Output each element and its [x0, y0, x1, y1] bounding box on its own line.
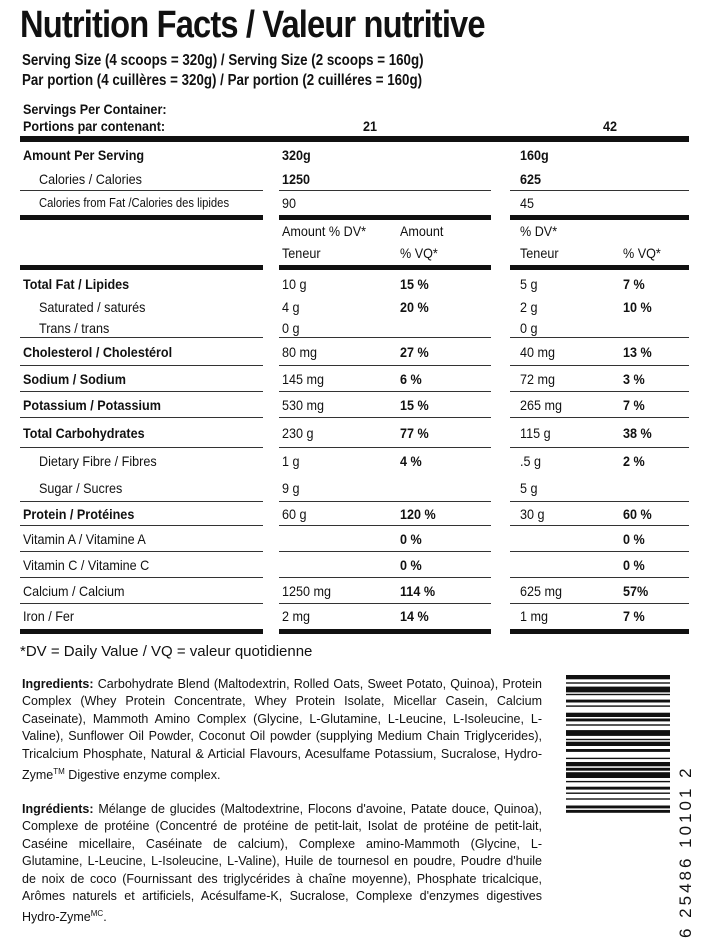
barcode-bar	[566, 682, 670, 683]
nutrient-amount-b: 1 mg	[520, 608, 549, 624]
nutrient-dv-a: 15 %	[400, 276, 429, 292]
barcode-bar	[566, 798, 670, 799]
nutrient-row	[20, 526, 689, 552]
nutrient-amount-a: 230 g	[282, 425, 314, 441]
nutrient-amount-b: 5 g	[520, 480, 538, 496]
dv-header-row-2	[20, 242, 689, 264]
nutrient-amount-b: 2 g	[520, 298, 538, 315]
amount-b: 160g	[520, 147, 549, 163]
serving-size-fr: Par portion (4 cuillères = 320g) / Par portion (2 cuilléres = 160g)	[22, 72, 423, 89]
nutrient-dv-a: 0 %	[400, 531, 422, 547]
ingredients-label-fr: Ingrédients:	[22, 802, 94, 816]
barcode-bar	[566, 768, 670, 771]
barcode-number	[676, 676, 704, 938]
barcode-bar	[566, 793, 670, 794]
ingredients-text-en: Carbohydrate Blend (Maltodextrin, Rolled Oats, Sweet Potato, Quinoa), Protein Complex (Whey Protein Concentrate, Whey Protein Isolate, Micellar Casein, Calcium Caseinate), Mammoth Amino Complex (Glycine, L-Glutamine, L-Leucine, L-Isoleucine, L-Valine), Sunflower Oil Powder, Coconut Oil powder (supplying Medium Chain Triglycerides), Tricalcium Phosphate, Natural & Articial Flavours, Acesulfame Potassium, Sucralose, Hydro-Zyme	[22, 677, 542, 783]
nutrient-row	[20, 474, 689, 502]
calories-label: Calories / Calories	[39, 171, 142, 187]
head-b2-bot: % VQ*	[623, 245, 661, 261]
nutrient-amount-a: 80 mg	[282, 344, 318, 360]
barcode-bar	[566, 705, 670, 706]
nutrient-amount-a: 4 g	[282, 298, 300, 315]
nutrient-label: Vitamin C / Vitamine C	[23, 557, 150, 573]
nutrient-label: Cholesterol / Cholestérol	[23, 344, 173, 360]
nutrient-dv-a: 4 %	[400, 453, 422, 469]
nutrient-label: Total Fat / Lipides	[23, 276, 130, 292]
head-b1-bot: Teneur	[520, 245, 559, 261]
amount-per-serving-row	[20, 143, 689, 167]
barcode-bar	[566, 810, 670, 813]
nutrient-dv-b: 57%	[623, 583, 649, 599]
amount-label: Amount Per Serving	[23, 147, 145, 163]
nutrient-amount-b: 40 mg	[520, 344, 556, 360]
servings-row-en	[20, 100, 689, 117]
serving-size-en: Serving Size (4 scoops = 320g) / Serving Size (2 scoops = 160g)	[22, 52, 424, 69]
head-a2-top: Amount	[400, 223, 444, 239]
nutrient-dv-a: 15 %	[400, 397, 429, 413]
page-title: Nutrition Facts / Valeur nutritive	[20, 4, 485, 46]
thick-rule	[20, 628, 689, 635]
nutrient-label: Protein / Protéines	[23, 506, 135, 522]
ingredients-english	[22, 676, 542, 785]
ingredients-tail-fr: .	[103, 910, 107, 925]
head-b1-top: % DV*	[520, 223, 558, 239]
nutrient-amount-a: 1250 mg	[282, 583, 332, 599]
barcode-bar	[566, 749, 670, 752]
nutrient-row	[20, 392, 689, 418]
calories-b: 625	[520, 171, 542, 187]
nutrient-label: Vitamin A / Vitamine A	[23, 531, 146, 547]
nutrient-label: Sodium / Sodium	[23, 371, 126, 387]
barcode-bar	[566, 730, 670, 736]
nutrient-dv-b: 38 %	[623, 425, 652, 441]
nutrient-amount-b: 625 mg	[520, 583, 563, 599]
barcode-bar	[566, 787, 670, 790]
barcode-bar	[566, 713, 670, 717]
nutrition-table	[20, 100, 689, 635]
servings-label-en: Servings Per Container:	[23, 100, 167, 117]
nutrient-amount-b: 0 g	[520, 319, 538, 336]
ingredients-french	[22, 801, 542, 927]
nutrient-row	[20, 418, 689, 448]
barcode-bar	[566, 772, 670, 778]
nutrient-row	[20, 502, 689, 526]
nutrient-dv-a: 6 %	[400, 371, 422, 387]
nutrient-amount-b: .5 g	[520, 453, 542, 469]
nutrient-label: Calcium / Calcium	[23, 583, 125, 599]
fat-calories-b: 45	[520, 195, 535, 211]
fat-calories-a: 90	[282, 195, 297, 211]
nutrient-dv-a: 114 %	[400, 583, 436, 599]
barcode-bar	[566, 700, 670, 703]
nutrient-dv-b: 0 %	[623, 557, 645, 573]
barcode-bar	[566, 762, 670, 766]
nutrient-amount-b: 5 g	[520, 276, 538, 292]
nutrient-label: Trans / trans	[39, 319, 110, 336]
mc-mark: MC	[90, 909, 104, 919]
nutrient-dv-a: 27 %	[400, 344, 429, 360]
amount-a: 320g	[282, 147, 311, 163]
nutrient-label: Sugar / Sucres	[39, 480, 123, 496]
barcode	[566, 675, 670, 938]
nutrient-dv-a: 20 %	[400, 298, 429, 315]
nutrient-label: Dietary Fibre / Fibres	[39, 453, 157, 469]
nutrient-amount-a: 530 mg	[282, 397, 325, 413]
nutrient-row	[20, 578, 689, 604]
calories-row	[20, 167, 689, 191]
nutrient-amount-b: 265 mg	[520, 397, 563, 413]
barcode-bar	[566, 719, 670, 722]
nutrient-amount-a: 1 g	[282, 453, 300, 469]
dv-header-row-1	[20, 220, 689, 242]
servings-a: 21	[363, 118, 378, 134]
nutrient-rows	[20, 272, 689, 628]
nutrient-amount-a: 60 g	[282, 506, 307, 522]
servings-row-fr	[20, 117, 689, 135]
barcode-bar	[566, 687, 670, 693]
nutrient-dv-a: 14 %	[400, 608, 429, 624]
nutrient-row	[20, 272, 689, 296]
nutrient-amount-a: 0 g	[282, 319, 300, 336]
barcode-bar	[566, 694, 670, 695]
nutrient-dv-b: 3 %	[623, 371, 645, 387]
nutrient-label: Total Carbohydrates	[23, 425, 145, 441]
nutrient-amount-a: 10 g	[282, 276, 307, 292]
nutrient-dv-b: 10 %	[623, 298, 652, 315]
nutrient-row	[20, 448, 689, 474]
nutrient-amount-b: 115 g	[520, 425, 551, 441]
nutrient-row	[20, 552, 689, 578]
nutrient-row	[20, 366, 689, 392]
nutrient-dv-b: 7 %	[623, 276, 645, 292]
nutrient-row	[20, 604, 689, 628]
nutrient-row	[20, 338, 689, 366]
nutrient-dv-b: 7 %	[623, 608, 645, 624]
nutrient-dv-a: 77 %	[400, 425, 429, 441]
nutrient-row	[20, 317, 689, 338]
nutrient-dv-a: 0 %	[400, 557, 422, 573]
barcode-bar	[566, 675, 670, 679]
nutrient-amount-a: 145 mg	[282, 371, 325, 387]
thick-rule	[20, 264, 689, 272]
nutrient-amount-a: 9 g	[282, 480, 300, 496]
barcode-bar	[566, 806, 670, 809]
nutrient-amount-a: 2 mg	[282, 608, 311, 624]
fat-calories-label: Calories from Fat /Calories des lipides	[39, 196, 230, 210]
head-a2-bot: % VQ*	[400, 245, 438, 261]
trademark-mark: TM	[53, 767, 65, 777]
servings-label-fr: Portions par contenant:	[23, 118, 166, 134]
ingredients-text-fr: Mélange de glucides (Maltodextrine, Flocons d'avoine, Patate douce, Quinoa), Complexe de protéine (Concentré de protéine de petit-lait, Isolat de protéine de petit-lait, Caséine micellaire, Caséinate de calcium), Complexe amino-Mammoth (Glycine, L-Glutamine, L-Leucine, L-Isoleucine, L-Valine), Huile de tournesol en poudre, Poudre d'huile de noix de coco (Fournissant des triglycérides à chaîne moyenne), Phosphate tricalcique, Arômes naturels et artificiels, Acésulfame-K, Sucralose, Complexe d'enzymes digestives Hydro-Zyme	[22, 802, 542, 925]
nutrient-dv-b: 60 %	[623, 506, 652, 522]
thick-rule	[20, 135, 689, 143]
dv-footnote: *DV = Daily Value / VQ = valeur quotidienne	[20, 643, 313, 660]
barcode-bar	[566, 742, 670, 746]
head-a1-top: Amount % DV*	[282, 223, 367, 239]
head-a1-bot: Teneur	[282, 245, 321, 261]
barcode-bar	[566, 758, 670, 759]
barcode-bar	[566, 781, 670, 782]
fat-calories-row	[20, 191, 689, 215]
nutrient-amount-b: 72 mg	[520, 371, 556, 387]
ingredients-tail-en: Digestive enzyme complex.	[64, 768, 221, 783]
nutrient-dv-b: 7 %	[623, 397, 645, 413]
nutrient-label: Potassium / Potassium	[23, 397, 161, 413]
ingredients-label-en: Ingredients:	[22, 677, 94, 691]
nutrient-label: Iron / Fer	[23, 608, 75, 624]
nutrient-dv-b: 13 %	[623, 344, 652, 360]
nutrient-row	[20, 296, 689, 317]
nutrient-amount-b: 30 g	[520, 506, 545, 522]
nutrient-dv-a: 120 %	[400, 506, 436, 522]
calories-a: 1250	[282, 171, 311, 187]
nutrient-label: Saturated / saturés	[39, 298, 146, 315]
barcode-bar	[566, 739, 670, 740]
nutrient-dv-b: 2 %	[623, 453, 645, 469]
barcode-digits: 6 25486 10101 2	[676, 765, 695, 938]
barcode-bar	[566, 724, 670, 725]
nutrient-dv-b: 0 %	[623, 531, 645, 547]
servings-b: 42	[603, 118, 618, 134]
